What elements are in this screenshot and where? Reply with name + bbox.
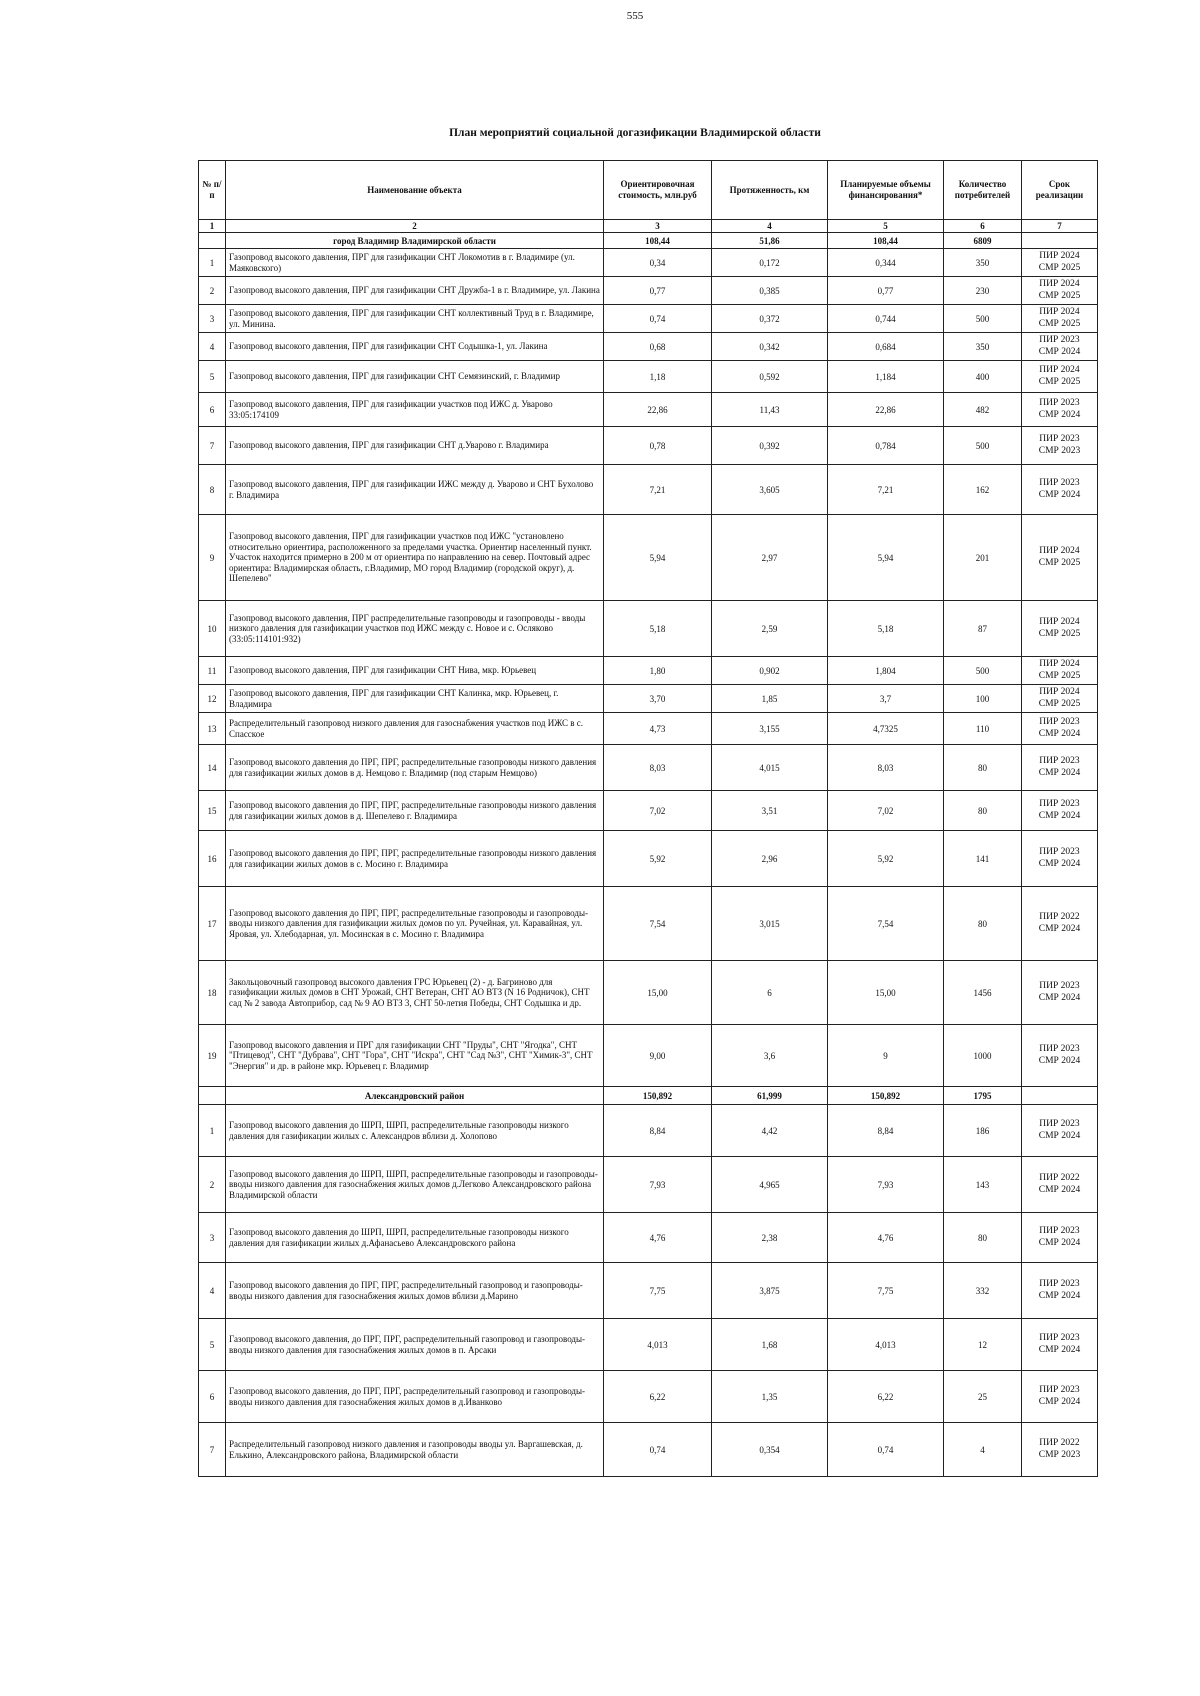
finance-cell: 7,75 [828, 1263, 944, 1319]
consumers-cell: 230 [944, 277, 1022, 305]
term-line: СМР 2024 [1038, 992, 1081, 1003]
cost-cell: 4,76 [604, 1213, 712, 1263]
header-number: № п/п [199, 161, 226, 220]
term-cell [1022, 361, 1098, 393]
term-cell [1022, 1319, 1098, 1371]
consumers-cell: 186 [944, 1105, 1022, 1157]
object-name: Газопровод высокого давления, ПРГ для газификации СНТ Дружба-1 в г. Владимире, ул. Лакина [226, 277, 604, 305]
length-cell: 4,42 [712, 1105, 828, 1157]
row-number: 4 [199, 1263, 226, 1319]
term-line: СМР 2025 [1038, 557, 1081, 568]
object-name: Газопровод высокого давления до ШРП, ШРП, распределительные газопроводы и газопроводы-вводы низкого давления для газоснабжения жилых домов д.Легково Александровского района Владимирской области [226, 1157, 604, 1213]
length-cell: 3,155 [712, 713, 828, 745]
row-number: 15 [199, 791, 226, 831]
term-line: СМР 2024 [1038, 1237, 1081, 1248]
consumers-cell: 100 [944, 685, 1022, 713]
cost-cell: 0,68 [604, 333, 712, 361]
term-line: ПИР 2024 [1039, 659, 1080, 670]
table-row [199, 745, 1098, 791]
length-cell: 0,592 [712, 361, 828, 393]
row-number: 19 [199, 1025, 226, 1087]
term-cell [1022, 1105, 1098, 1157]
section-finance: 108,44 [828, 233, 944, 249]
term-line: СМР 2024 [1038, 1344, 1081, 1355]
row-number: 10 [199, 601, 226, 657]
row-number: 17 [199, 887, 226, 961]
table-row [199, 465, 1098, 515]
section-row [199, 233, 1098, 249]
term-line: СМР 2025 [1038, 262, 1081, 273]
term-line: СМР 2023 [1038, 445, 1081, 456]
finance-cell: 7,21 [828, 465, 944, 515]
table-row [199, 685, 1098, 713]
cost-cell: 7,02 [604, 791, 712, 831]
cost-cell: 8,03 [604, 745, 712, 791]
row-number: 11 [199, 657, 226, 685]
object-name: Газопровод высокого давления, ПРГ для газификации участков под ИЖС "установлено относительно ориентира, расположенного за пределами участка. Ориентир населенный пункт. Участок находится примерно в 200 м от ориентира по направлению на север. Почтовый адрес ориентира: Владимирская область, г.Владимир, МО город Владимир (городской округ), д. Шепелево" [226, 515, 604, 601]
consumers-cell: 500 [944, 657, 1022, 685]
cost-cell: 7,93 [604, 1157, 712, 1213]
consumers-cell: 1000 [944, 1025, 1022, 1087]
row-number: 4 [199, 333, 226, 361]
row-number: 12 [199, 685, 226, 713]
term-line: ПИР 2023 [1039, 1385, 1080, 1396]
cost-cell: 0,74 [604, 1423, 712, 1477]
index-cell: 2 [226, 220, 604, 233]
term-cell [1022, 1025, 1098, 1087]
table-row [199, 961, 1098, 1025]
index-cell: 4 [712, 220, 828, 233]
consumers-cell: 80 [944, 791, 1022, 831]
term-cell [1022, 657, 1098, 685]
term-line: СМР 2024 [1038, 1184, 1081, 1195]
term-line: ПИР 2023 [1039, 717, 1080, 728]
length-cell: 1,68 [712, 1319, 828, 1371]
finance-cell: 22,86 [828, 393, 944, 427]
section-finance: 150,892 [828, 1087, 944, 1105]
row-number: 1 [199, 249, 226, 277]
row-number: 5 [199, 361, 226, 393]
cost-cell: 6,22 [604, 1371, 712, 1423]
term-line: ПИР 2024 [1039, 251, 1080, 262]
term-line: СМР 2025 [1038, 318, 1081, 329]
row-number: 14 [199, 745, 226, 791]
object-name: Газопровод высокого давления, ПРГ для газификации СНТ Семязинский, г. Владимир [226, 361, 604, 393]
term-line: ПИР 2023 [1039, 434, 1080, 445]
length-cell: 3,51 [712, 791, 828, 831]
object-name: Распределительный газопровод низкого давления и газопроводы вводы ул. Варгашевская, д. Елькино, Александровского района, Владимирской области [226, 1423, 604, 1477]
term-line: ПИР 2024 [1039, 546, 1080, 557]
consumers-cell: 400 [944, 361, 1022, 393]
table-row [199, 1025, 1098, 1087]
section-blank-cell [199, 1087, 226, 1105]
object-name: Газопровод высокого давления до ШРП, ШРП, распределительные газопроводы низкого давления для газификации жилых с. Александров вблизи д. Холопово [226, 1105, 604, 1157]
term-line: СМР 2024 [1038, 810, 1081, 821]
term-line: ПИР 2023 [1039, 398, 1080, 409]
term-line: СМР 2025 [1038, 698, 1081, 709]
cost-cell: 15,00 [604, 961, 712, 1025]
cost-cell: 0,78 [604, 427, 712, 465]
object-name: Газопровод высокого давления, ПРГ для газификации СНТ Содышка-1, ул. Лакина [226, 333, 604, 361]
object-name: Газопровод высокого давления до ПРГ, ПРГ, распределительные газопроводы низкого давления для газификации жилых домов в д. Немцово г. Владимир (под старым Немцово) [226, 745, 604, 791]
finance-cell: 0,74 [828, 1423, 944, 1477]
table-row [199, 1157, 1098, 1213]
term-cell [1022, 713, 1098, 745]
finance-cell: 1,184 [828, 361, 944, 393]
cost-cell: 8,84 [604, 1105, 712, 1157]
finance-cell: 3,7 [828, 685, 944, 713]
term-cell [1022, 333, 1098, 361]
object-name: Газопровод высокого давления до ПРГ, ПРГ, распределительные газопроводы низкого давления для газификации жилых домов в с. Мосино г. Владимира [226, 831, 604, 887]
row-number: 13 [199, 713, 226, 745]
index-cell: 3 [604, 220, 712, 233]
row-number: 7 [199, 427, 226, 465]
object-name: Газопровод высокого давления, ПРГ для газификации СНТ коллективный Труд в г. Владимире, ул. Минина. [226, 305, 604, 333]
object-name: Газопровод высокого давления, до ПРГ, ПРГ, распределительный газопровод и газопроводы-вводы низкого давления для газоснабжения жилых домов в п. Арсаки [226, 1319, 604, 1371]
table-row [199, 791, 1098, 831]
term-line: ПИР 2024 [1039, 617, 1080, 628]
finance-cell: 0,344 [828, 249, 944, 277]
finance-cell: 8,03 [828, 745, 944, 791]
cost-cell: 22,86 [604, 393, 712, 427]
term-line: ПИР 2023 [1039, 1044, 1080, 1055]
consumers-cell: 25 [944, 1371, 1022, 1423]
term-cell [1022, 1213, 1098, 1263]
length-cell: 2,97 [712, 515, 828, 601]
consumers-cell: 80 [944, 745, 1022, 791]
row-number: 16 [199, 831, 226, 887]
section-cost: 108,44 [604, 233, 712, 249]
term-line: СМР 2024 [1038, 409, 1081, 420]
finance-cell: 0,684 [828, 333, 944, 361]
consumers-cell: 87 [944, 601, 1022, 657]
length-cell: 0,354 [712, 1423, 828, 1477]
cost-cell: 1,80 [604, 657, 712, 685]
term-line: СМР 2024 [1038, 923, 1081, 934]
term-cell [1022, 249, 1098, 277]
length-cell: 3,605 [712, 465, 828, 515]
length-cell: 0,392 [712, 427, 828, 465]
term-line: ПИР 2023 [1039, 1119, 1080, 1130]
header-consumers: Количество потребителей [944, 161, 1022, 220]
consumers-cell: 80 [944, 1213, 1022, 1263]
consumers-cell: 143 [944, 1157, 1022, 1213]
object-name: Газопровод высокого давления, ПРГ для газификации ИЖС между д. Уварово и СНТ Бухолово г. Владимира [226, 465, 604, 515]
object-name: Газопровод высокого давления до ШРП, ШРП, распределительные газопроводы низкого давления для газификации жилых д.Афанасьево Александровского района [226, 1213, 604, 1263]
table-row [199, 277, 1098, 305]
consumers-cell: 332 [944, 1263, 1022, 1319]
object-name: Газопровод высокого давления и ПРГ для газификации СНТ "Пруды", СНТ "Ягодка", СНТ "Птицевод", СНТ "Дубрава", СНТ "Гора", СНТ "Искра", СНТ "Сад №3", СНТ "Химик-3", СНТ "Энергия" и др. в районе мкр. Юрьевец г. Владимир [226, 1025, 604, 1087]
consumers-cell: 350 [944, 249, 1022, 277]
table-row [199, 1263, 1098, 1319]
term-cell [1022, 465, 1098, 515]
term-line: СМР 2024 [1038, 1396, 1081, 1407]
term-line: СМР 2024 [1038, 1055, 1081, 1066]
consumers-cell: 110 [944, 713, 1022, 745]
term-line: СМР 2024 [1038, 728, 1081, 739]
finance-cell: 7,54 [828, 887, 944, 961]
term-line: ПИР 2023 [1039, 799, 1080, 810]
consumers-cell: 350 [944, 333, 1022, 361]
term-line: ПИР 2023 [1039, 756, 1080, 767]
length-cell: 0,342 [712, 333, 828, 361]
cost-cell: 1,18 [604, 361, 712, 393]
row-number: 3 [199, 1213, 226, 1263]
table-row [199, 1213, 1098, 1263]
consumers-cell: 1456 [944, 961, 1022, 1025]
section-length: 61,999 [712, 1087, 828, 1105]
term-cell [1022, 427, 1098, 465]
cost-cell: 0,34 [604, 249, 712, 277]
term-cell [1022, 961, 1098, 1025]
object-name: Закольцовочный газопровод высокого давления ГРС Юрьевец (2) - д. Багриново для газификации жилых домов в СНТ Урожай, СНТ Ветеран, СНТ АО ВТЗ (N 16 Родничок), СНТ сад № 2 завода Автоприбор, сад № 9 АО ВТЗ 3, СНТ 50-летия Победы, СНТ Содышка и др. [226, 961, 604, 1025]
term-cell [1022, 685, 1098, 713]
object-name: Газопровод высокого давления до ПРГ, ПРГ, распределительные газопроводы низкого давления для газификации жилых домов в д. Шепелево г. Владимира [226, 791, 604, 831]
header-finance: Планируемые объемы финансирования* [828, 161, 944, 220]
cost-cell: 7,21 [604, 465, 712, 515]
finance-cell: 0,784 [828, 427, 944, 465]
term-cell [1022, 1263, 1098, 1319]
table-row [199, 515, 1098, 601]
length-cell: 0,385 [712, 277, 828, 305]
term-cell [1022, 515, 1098, 601]
term-line: СМР 2025 [1038, 628, 1081, 639]
consumers-cell: 4 [944, 1423, 1022, 1477]
consumers-cell: 482 [944, 393, 1022, 427]
length-cell: 1,85 [712, 685, 828, 713]
object-name: Газопровод высокого давления до ПРГ, ПРГ, распределительные газопроводы и газопроводы-вводы низкого давления для газификации жилых домов по ул. Ручейная, ул. Каравайная, ул. Яровая, ул. Хлебодарная, ул. Мосинская в с. Мосино г. Владимира [226, 887, 604, 961]
consumers-cell: 500 [944, 427, 1022, 465]
cost-cell: 5,94 [604, 515, 712, 601]
length-cell: 0,372 [712, 305, 828, 333]
row-number: 2 [199, 277, 226, 305]
term-cell [1022, 745, 1098, 791]
row-number: 2 [199, 1157, 226, 1213]
table-row [199, 249, 1098, 277]
finance-cell: 6,22 [828, 1371, 944, 1423]
length-cell: 3,6 [712, 1025, 828, 1087]
cost-cell: 7,75 [604, 1263, 712, 1319]
header-cost: Ориентировочная стоимость, млн.руб [604, 161, 712, 220]
term-line: ПИР 2023 [1039, 1226, 1080, 1237]
length-cell: 3,015 [712, 887, 828, 961]
consumers-cell: 162 [944, 465, 1022, 515]
term-line: ПИР 2023 [1039, 1333, 1080, 1344]
object-name: Газопровод высокого давления до ПРГ, ПРГ, распределительный газопровод и газопроводы-вводы низкого давления для газоснабжения жилых домов вблизи д.Марино [226, 1263, 604, 1319]
term-cell [1022, 1157, 1098, 1213]
cost-cell: 3,70 [604, 685, 712, 713]
cost-cell: 9,00 [604, 1025, 712, 1087]
object-name: Газопровод высокого давления, ПРГ для газификации участков под ИЖС д. Уварово 33:05:174109 [226, 393, 604, 427]
object-name: Газопровод высокого давления, ПРГ для газификации СНТ Локомотив в г. Владимире (ул. Маяковского) [226, 249, 604, 277]
cost-cell: 4,013 [604, 1319, 712, 1371]
page-number: 555 [626, 10, 644, 22]
finance-cell: 7,02 [828, 791, 944, 831]
header-name: Наименование объекта [226, 161, 604, 220]
index-cell: 7 [1022, 220, 1098, 233]
term-line: ПИР 2024 [1039, 279, 1080, 290]
term-line: СМР 2025 [1038, 670, 1081, 681]
term-line: СМР 2024 [1038, 1290, 1081, 1301]
term-cell [1022, 791, 1098, 831]
table-row [199, 393, 1098, 427]
term-line: СМР 2025 [1038, 376, 1081, 387]
row-number: 1 [199, 1105, 226, 1157]
length-cell: 4,015 [712, 745, 828, 791]
term-line: СМР 2024 [1038, 489, 1081, 500]
section-blank-cell [199, 233, 226, 249]
index-cell: 1 [199, 220, 226, 233]
section-name: город Владимир Владимирской области [226, 233, 604, 249]
object-name: Газопровод высокого давления, ПРГ распределительные газопроводы и газопроводы - вводы низкого давления для газификации участков под ИЖС между с. Новое и с. Осляково (33:05:114101:932) [226, 601, 604, 657]
term-cell [1022, 601, 1098, 657]
consumers-cell: 80 [944, 887, 1022, 961]
finance-cell: 5,18 [828, 601, 944, 657]
row-number: 7 [199, 1423, 226, 1477]
row-number: 18 [199, 961, 226, 1025]
index-cell: 6 [944, 220, 1022, 233]
object-name: Газопровод высокого давления, ПРГ для газификации СНТ Калинка, мкр. Юрьевец, г. Владимира [226, 685, 604, 713]
object-name: Газопровод высокого давления, ПРГ для газификации СНТ Нива, мкр. Юрьевец [226, 657, 604, 685]
header-row [199, 161, 1098, 220]
finance-cell: 8,84 [828, 1105, 944, 1157]
length-cell: 2,38 [712, 1213, 828, 1263]
finance-cell: 1,804 [828, 657, 944, 685]
term-line: ПИР 2024 [1039, 365, 1080, 376]
finance-cell: 4,7325 [828, 713, 944, 745]
term-line: ПИР 2023 [1039, 335, 1080, 346]
length-cell: 1,35 [712, 1371, 828, 1423]
length-cell: 2,59 [712, 601, 828, 657]
length-cell: 0,902 [712, 657, 828, 685]
table-row [199, 427, 1098, 465]
term-line: ПИР 2022 [1039, 1438, 1080, 1449]
finance-cell: 5,94 [828, 515, 944, 601]
length-cell: 6 [712, 961, 828, 1025]
section-cost: 150,892 [604, 1087, 712, 1105]
table-row [199, 1319, 1098, 1371]
section-term-blank [1022, 1087, 1098, 1105]
length-cell: 11,43 [712, 393, 828, 427]
finance-cell: 4,013 [828, 1319, 944, 1371]
table-row [199, 1105, 1098, 1157]
table-row [199, 333, 1098, 361]
term-cell [1022, 277, 1098, 305]
finance-cell: 15,00 [828, 961, 944, 1025]
header-term: Срок реализации [1022, 161, 1098, 220]
cost-cell: 5,18 [604, 601, 712, 657]
column-index-row [199, 220, 1098, 233]
table-row [199, 1371, 1098, 1423]
term-line: ПИР 2023 [1039, 478, 1080, 489]
table-row [199, 657, 1098, 685]
row-number: 9 [199, 515, 226, 601]
cost-cell: 4,73 [604, 713, 712, 745]
cost-cell: 0,74 [604, 305, 712, 333]
table-row [199, 713, 1098, 745]
table-row [199, 305, 1098, 333]
header-length: Протяженность, км [712, 161, 828, 220]
index-cell: 5 [828, 220, 944, 233]
section-length: 51,86 [712, 233, 828, 249]
cost-cell: 0,77 [604, 277, 712, 305]
section-term-blank [1022, 233, 1098, 249]
length-cell: 0,172 [712, 249, 828, 277]
term-cell [1022, 887, 1098, 961]
object-name: Газопровод высокого давления, до ПРГ, ПРГ, распределительный газопровод и газопроводы-вводы низкого давления для газоснабжения жилых домов в д.Иванково [226, 1371, 604, 1423]
term-cell [1022, 1371, 1098, 1423]
section-consumers: 1795 [944, 1087, 1022, 1105]
object-name: Газопровод высокого давления, ПРГ для газификации СНТ д.Уварово г. Владимира [226, 427, 604, 465]
consumers-cell: 201 [944, 515, 1022, 601]
length-cell: 3,875 [712, 1263, 828, 1319]
object-name: Распределительный газопровод низкого давления для газоснабжения участков под ИЖС в с. Спасское [226, 713, 604, 745]
cost-cell: 5,92 [604, 831, 712, 887]
section-name: Александровский район [226, 1087, 604, 1105]
plan-table [198, 160, 1098, 1477]
consumers-cell: 12 [944, 1319, 1022, 1371]
term-cell [1022, 305, 1098, 333]
finance-cell: 9 [828, 1025, 944, 1087]
consumers-cell: 141 [944, 831, 1022, 887]
row-number: 5 [199, 1319, 226, 1371]
term-line: ПИР 2022 [1039, 912, 1080, 923]
finance-cell: 0,744 [828, 305, 944, 333]
term-line: ПИР 2023 [1039, 1279, 1080, 1290]
row-number: 3 [199, 305, 226, 333]
consumers-cell: 500 [944, 305, 1022, 333]
cost-cell: 7,54 [604, 887, 712, 961]
table-row [199, 1423, 1098, 1477]
row-number: 8 [199, 465, 226, 515]
term-line: СМР 2024 [1038, 1130, 1081, 1141]
term-line: ПИР 2022 [1039, 1173, 1080, 1184]
term-cell [1022, 1423, 1098, 1477]
section-row [199, 1087, 1098, 1105]
row-number: 6 [199, 393, 226, 427]
table-row [199, 887, 1098, 961]
section-consumers: 6809 [944, 233, 1022, 249]
table-row [199, 361, 1098, 393]
term-line: СМР 2024 [1038, 767, 1081, 778]
term-line: СМР 2023 [1038, 1449, 1081, 1460]
finance-cell: 5,92 [828, 831, 944, 887]
term-line: СМР 2024 [1038, 858, 1081, 869]
finance-cell: 7,93 [828, 1157, 944, 1213]
table-row [199, 831, 1098, 887]
term-line: ПИР 2024 [1039, 687, 1080, 698]
term-cell [1022, 831, 1098, 887]
row-number: 6 [199, 1371, 226, 1423]
length-cell: 2,96 [712, 831, 828, 887]
term-line: ПИР 2024 [1039, 307, 1080, 318]
term-cell [1022, 393, 1098, 427]
term-line: ПИР 2023 [1039, 981, 1080, 992]
finance-cell: 4,76 [828, 1213, 944, 1263]
table-row [199, 601, 1098, 657]
document-title: План мероприятий социальной догазификации Владимирской области [449, 127, 821, 139]
length-cell: 4,965 [712, 1157, 828, 1213]
term-line: СМР 2024 [1038, 346, 1081, 357]
term-line: ПИР 2023 [1039, 847, 1080, 858]
term-line: СМР 2025 [1038, 290, 1081, 301]
finance-cell: 0,77 [828, 277, 944, 305]
